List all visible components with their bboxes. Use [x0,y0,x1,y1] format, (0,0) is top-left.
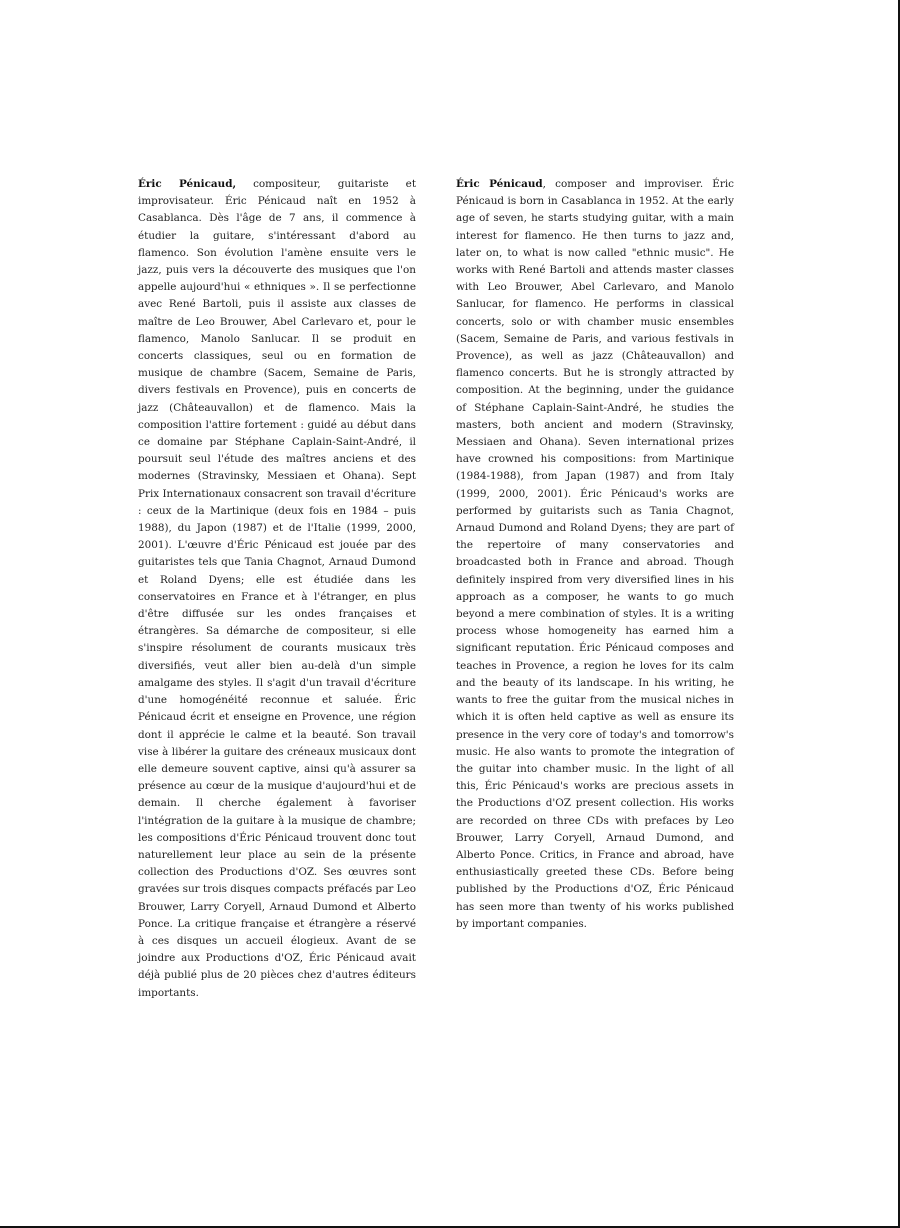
french-biography-text: compositeur, guitariste et improvisateur. Éric Pénicaud naît en 1952 à Casablanca. Dès l'âge de 7 ans, il commence à étudier la guitare, s'intéressant d'abord au flamenco. Son évolution l'amène ensuite vers le jazz, puis vers la découverte des musiques que l'on appelle aujourd'hui « ethniques ». Il se perfectionne avec René Bartoli, puis il assiste aux classes de maître de Leo Brouwer, Abel Carlevaro et, pour le flamenco, Manolo Sanlucar. Il se produit en concerts classiques, seul ou en formation de musique de chambre (Sacem, Semaine de Paris, divers festivals en Provence), puis en concerts de jazz (Châteauvallon) et de flamenco. Mais la composition l'attire fortement : guidé au début dans ce domaine par Stéphane Caplain-Saint-André, il poursuit seul l'étude des maîtres anciens et des modernes (Stravinsky, Messiaen et Ohana). Sept Prix Internationaux consacrent son travail d'écriture : ceux de la Martinique (deux fois en 1984 – puis 1988), du Japon (1987) et de l'Italie (1999, 2000, 2001). L'œuvre d'Éric Pénicaud est jouée par des guitaristes tels que Tania Chagnot, Arnaud Dumond et Roland Dyens; elle est étudiée dans les conservatoires en France et à l'étranger, en plus d'être diffusée sur les ondes françaises et étrangères. Sa démarche de compositeur, si elle s'inspire résolument de courants musicaux très diversifiés, veut aller bien au-delà d'un simple amalgame des styles. Il s'agit d'un travail d'écriture d'une homogénéité reconnue et saluée. Éric Pénicaud écrit et enseigne en Provence, une région dont il apprécie le calme et la beauté. Son travail vise à libérer la guitare des créneaux musicaux dont elle demeure souvent captive, ainsi qu'à assurer sa présence au cœur de la musique d'aujourd'hui et de demain. Il cherche également à favoriser l'intégration de la guitare à la musique de chambre; les compositions d'Éric Pénicaud trouvent donc tout naturellement leur place au sein de la présente collection des Productions d'OZ. Ses œuvres sont gravées sur trois disques compacts préfacés par Leo Brouwer, Larry Coryell, Arnaud Dumond et Alberto Ponce. La critique française et étrangère a réservé à ces disques un accueil élogieux. Avant de se joindre aux Productions d'OZ, Éric Pénicaud avait déjà publié plus de 20 pièces chez d'autres éditeurs importants. [138,178,417,999]
english-biography-lead: Éric Pénicaud [456,178,543,190]
french-biography-column [138,176,416,1002]
french-biography-lead: Éric Pénicaud, [138,178,237,190]
english-biography-column [456,176,734,933]
english-biography-text: , composer and improviser. Éric Pénicaud is born in Casablanca in 1952. At the early age of seven, he starts studying guitar, with a main interest for flamenco. He then turns to jazz and, later on, to what is now called "ethnic music". He works with René Bartoli and attends master classes with Leo Brouwer, Abel Carlevaro, and Manolo Sanlucar, for flamenco. He performs in classical concerts, solo or with chamber music ensembles (Sacem, Semaine de Paris, and various festivals in Provence), as well as jazz (Châteauvallon) and flamenco concerts. But he is strongly attracted by composition. At the beginning, under the guidance of Stéphane Caplain-Saint-André, he studies the masters, both ancient and modern (Stravinsky, Messiaen and Ohana). Seven international prizes have crowned his compositions: from Martinique (1984-1988), from Japan (1987) and from Italy (1999, 2000, 2001). Éric Pénicaud's works are performed by guitarists such as Tania Chagnot, Arnaud Dumond and Roland Dyens; they are part of the repertoire of many conservatories and broadcasted both in France and abroad. Though definitely inspired from very diversified lines in his approach as a composer, he wants to go much beyond a mere combination of styles. It is a writing process whose homogeneity has earned him a significant reputation. Éric Pénicaud composes and teaches in Provence, a region he loves for its calm and the beauty of its landscape. In his writing, he wants to free the guitar from the musical niches in which it is often held captive as well as ensure its presence in the very core of today's and tomorrow's music. He also wants to promote the integration of the guitar into chamber music. In the light of all this, Éric Pénicaud's works are precious assets in the Productions d'OZ present collection. His works are recorded on three CDs with prefaces by Leo Brouwer, Larry Coryell, Arnaud Dumond, and Alberto Ponce. Critics, in France and abroad, have enthusiastically greeted these CDs. Before being published by the Productions d'OZ, Éric Pénicaud has seen more than twenty of his works published by important companies. [456,178,734,930]
